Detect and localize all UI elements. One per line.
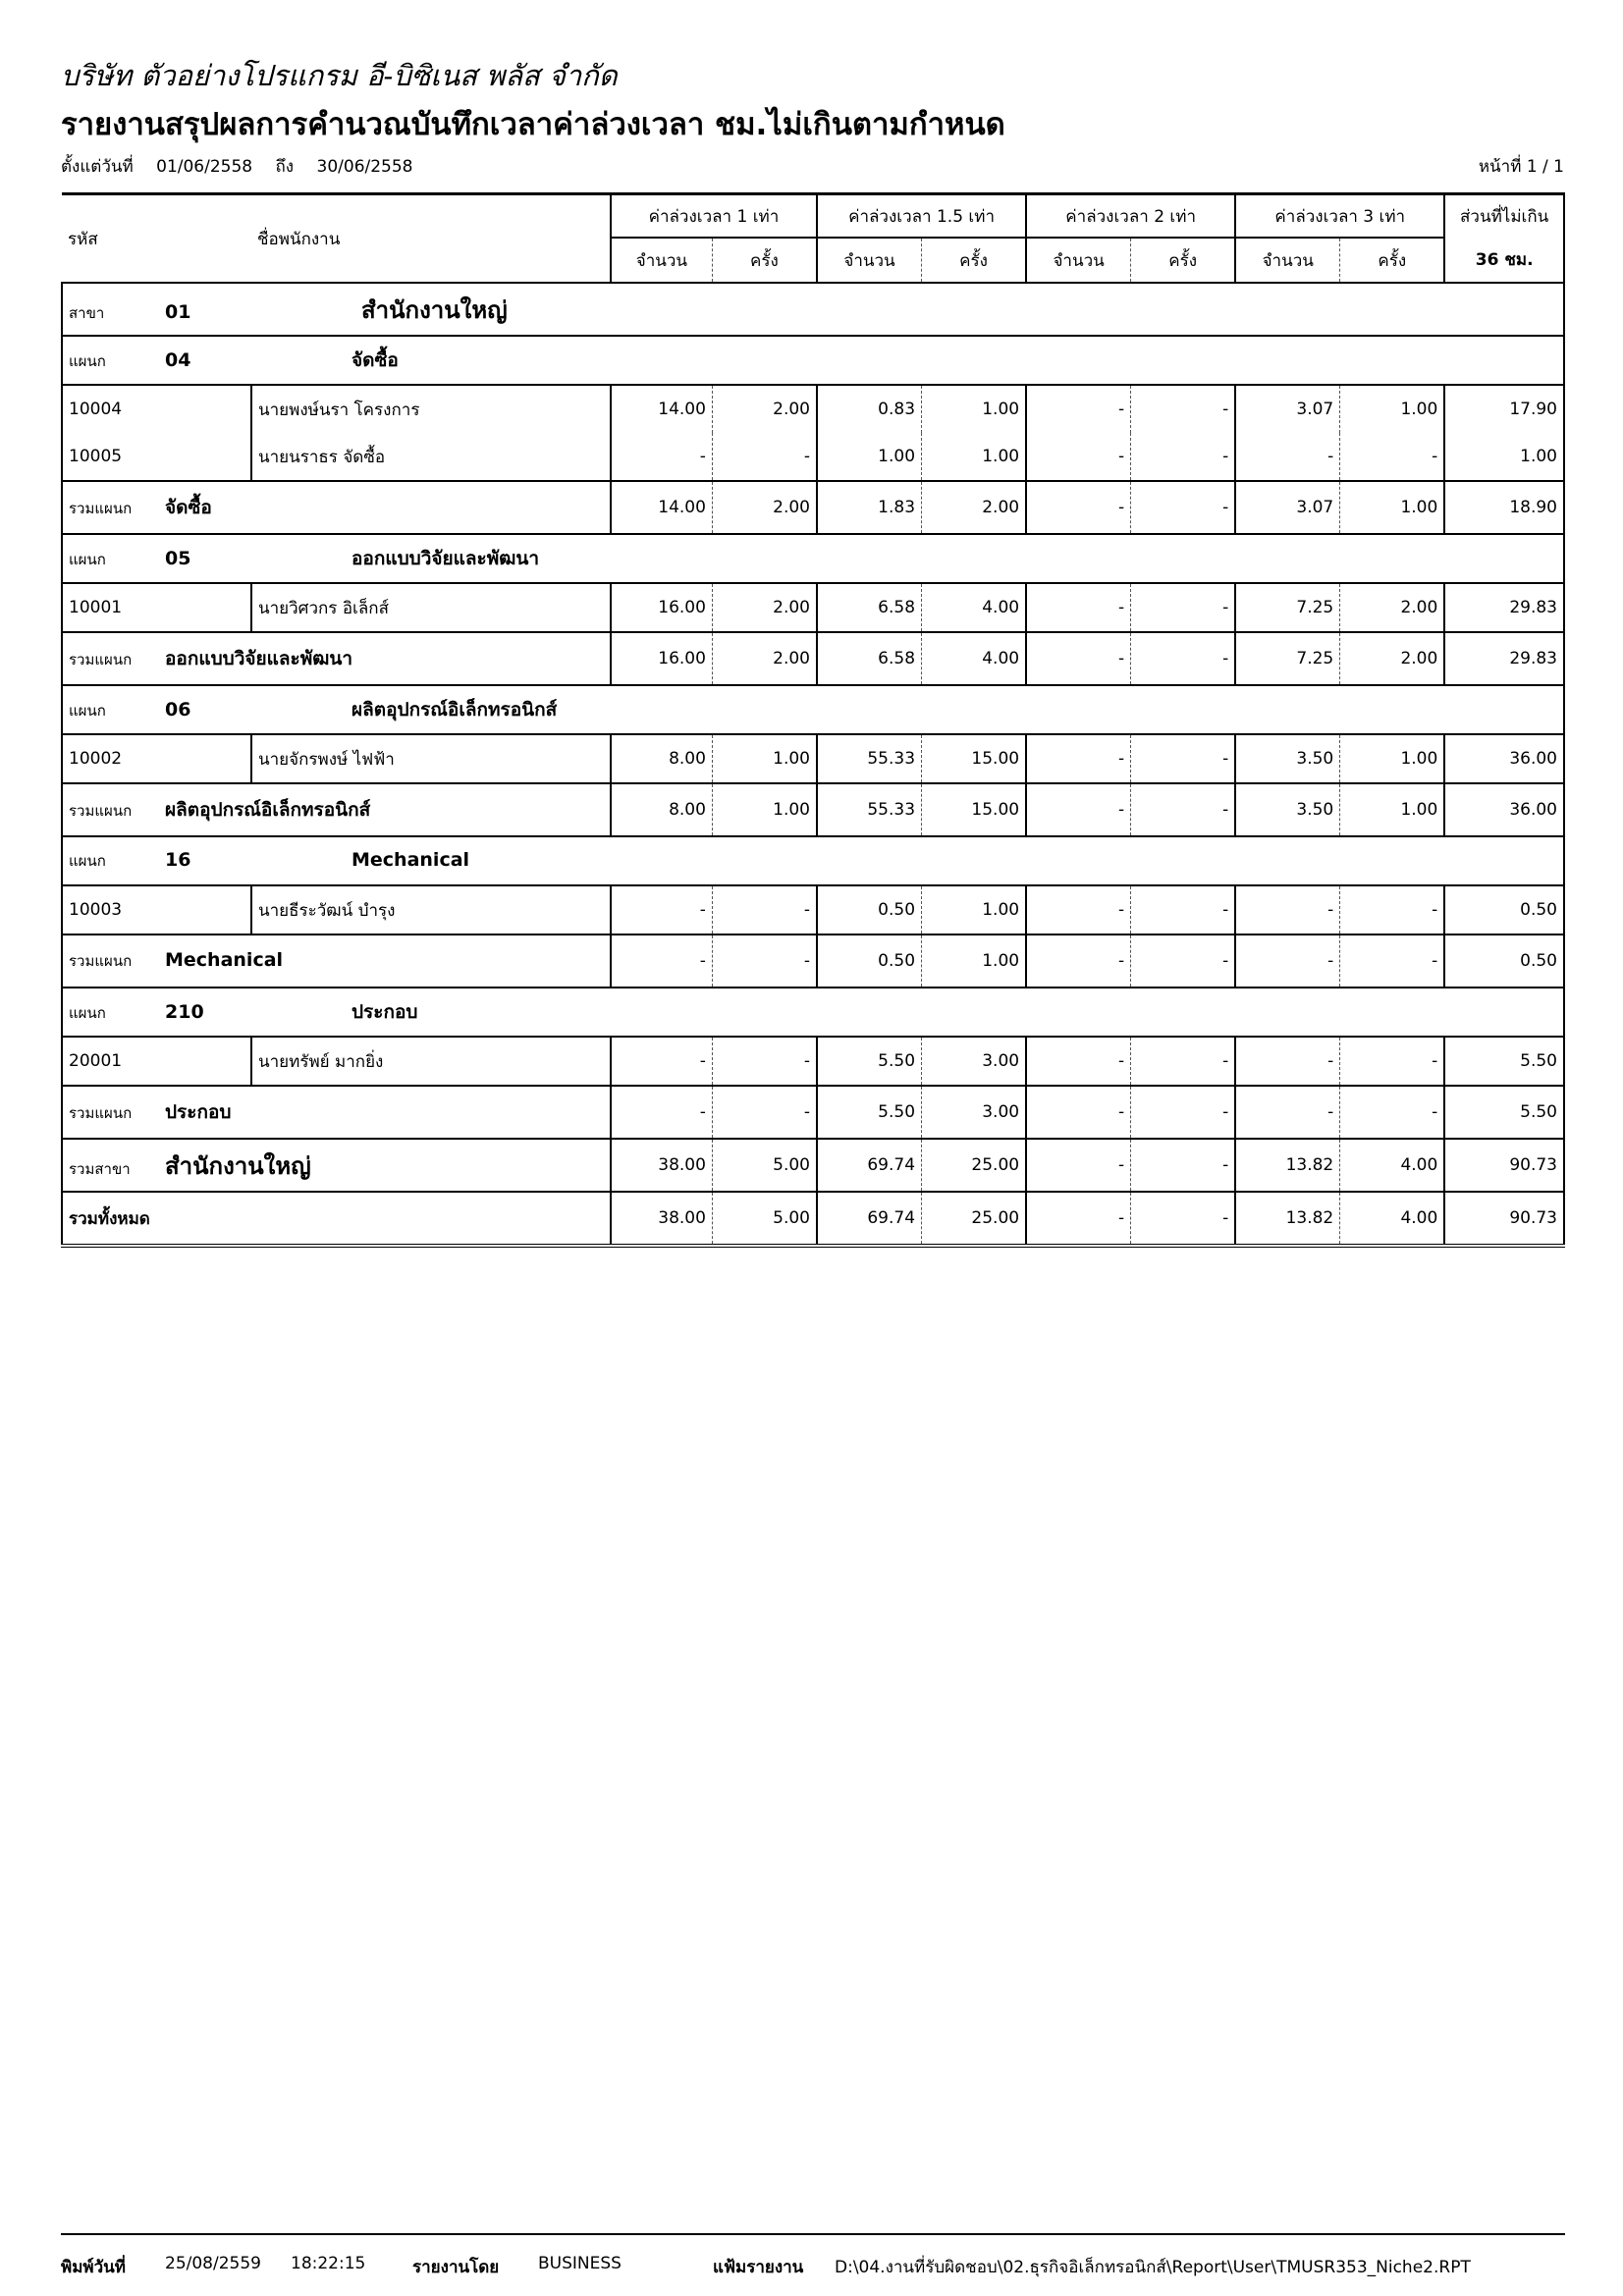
value-cell: - — [1026, 885, 1131, 934]
grand-total-label: รวมทั้งหมด — [69, 1208, 150, 1229]
value-cell: - — [712, 1037, 817, 1086]
value-cell: 16.00 — [611, 583, 713, 632]
dept-header — [62, 836, 1564, 885]
value-cell: 2.00 — [922, 481, 1027, 534]
value-cell: 55.33 — [817, 734, 922, 783]
value-cell: 25.00 — [922, 1192, 1027, 1246]
value-cell: - — [712, 885, 817, 934]
dept-total-name: จัดซื้อ — [165, 497, 212, 518]
page-number: หน้าที่ 1 / 1 — [1478, 157, 1564, 177]
dept-name: จัดซื้อ — [352, 349, 399, 371]
value-cell: - — [712, 1086, 817, 1139]
value-cell: 4.00 — [1340, 1139, 1445, 1192]
dept-header — [62, 685, 1564, 734]
col-header-ot1: ค่าล่วงเวลา 1 เท่า — [611, 194, 817, 239]
value-cell: - — [1340, 1086, 1445, 1139]
value-cell: 0.50 — [817, 885, 922, 934]
value-cell: 69.74 — [817, 1192, 922, 1246]
value-cell: - — [1026, 1139, 1131, 1192]
employee-code: 20001 — [62, 1037, 251, 1086]
value-cell: - — [1340, 433, 1445, 481]
value-cell: 0.50 — [1444, 934, 1564, 988]
value-cell: - — [712, 934, 817, 988]
dept-header-cell — [62, 836, 1564, 885]
value-cell: - — [1235, 885, 1340, 934]
date-to: 30/06/2558 — [316, 157, 413, 177]
value-cell: - — [611, 433, 713, 481]
value-cell: - — [1131, 885, 1236, 934]
dept-total-name: ผลิตอุปกรณ์อิเล็กทรอนิกส์ — [165, 799, 371, 821]
value-cell: 4.00 — [1340, 1192, 1445, 1246]
value-cell: 1.00 — [922, 885, 1027, 934]
date-range — [61, 153, 431, 180]
dept-header-cell — [62, 685, 1564, 734]
dept-total-row — [62, 1086, 1564, 1139]
value-cell: - — [1026, 1037, 1131, 1086]
value-cell: 1.00 — [712, 734, 817, 783]
dept-header — [62, 988, 1564, 1037]
value-cell: 3.07 — [1235, 385, 1340, 433]
value-cell: 36.00 — [1444, 734, 1564, 783]
dept-total-name: ออกแบบวิจัยและพัฒนา — [165, 648, 353, 669]
value-cell: 38.00 — [611, 1139, 713, 1192]
value-cell: 0.83 — [817, 385, 922, 433]
grand-total-label-cell — [62, 1192, 611, 1246]
date-to-label: ถึง — [275, 157, 295, 177]
value-cell: - — [1026, 385, 1131, 433]
value-cell: 1.00 — [817, 433, 922, 481]
value-cell: - — [1131, 934, 1236, 988]
file-path: D:\04.งานที่รับผิดชอบ\02.ธุรกิจอิเล็กทรอนิกส์\Report\User\TMUSR353_Niche2.RPT — [835, 2258, 1471, 2277]
dept-name: ประกอบ — [352, 1001, 418, 1023]
dept-label: แผนก — [69, 1004, 106, 1022]
value-cell: 8.00 — [611, 783, 713, 836]
dept-total-label-cell — [62, 481, 611, 534]
employee-name: นายวิศวกร อิเล็กส์ — [251, 583, 611, 632]
value-cell: - — [1026, 734, 1131, 783]
report-by: BUSINESS — [538, 2254, 622, 2273]
value-cell: 36.00 — [1444, 783, 1564, 836]
value-cell: 14.00 — [611, 385, 713, 433]
print-date-label: พิมพ์วันที่ — [61, 2258, 126, 2277]
value-cell: - — [1131, 481, 1236, 534]
dept-header — [62, 336, 1564, 385]
value-cell: - — [1026, 583, 1131, 632]
value-cell: 38.00 — [611, 1192, 713, 1246]
print-time: 18:22:15 — [291, 2254, 366, 2273]
value-cell: 4.00 — [922, 583, 1027, 632]
value-cell: 1.00 — [1340, 385, 1445, 433]
col-header-amount: จำนวน — [1235, 238, 1340, 283]
value-cell: 3.50 — [1235, 734, 1340, 783]
branch-label: สาขา — [69, 303, 105, 322]
value-cell: 29.83 — [1444, 583, 1564, 632]
value-cell: 3.00 — [922, 1037, 1027, 1086]
value-cell: 1.00 — [1340, 481, 1445, 534]
value-cell: 1.83 — [817, 481, 922, 534]
table-row — [62, 885, 1564, 934]
dept-total-row — [62, 934, 1564, 988]
dept-total-label: รวมแผนก — [69, 500, 133, 517]
branch-code: 01 — [165, 300, 191, 323]
value-cell: 90.73 — [1444, 1139, 1564, 1192]
value-cell: 29.83 — [1444, 632, 1564, 685]
employee-name: นายพงษ์นรา โครงการ — [251, 385, 611, 433]
value-cell: 7.25 — [1235, 583, 1340, 632]
report-title: รายงานสรุปผลการคำนวณบันทึกเวลาค่าล่วงเวลา ชม.ไม่เกินตามกำหนด — [61, 107, 1005, 142]
value-cell: 2.00 — [1340, 583, 1445, 632]
branch-header-cell — [62, 283, 1564, 336]
col-header-times: ครั้ง — [922, 238, 1027, 283]
value-cell: 1.00 — [1340, 734, 1445, 783]
value-cell: - — [1235, 1086, 1340, 1139]
dept-total-row — [62, 481, 1564, 534]
value-cell: - — [1131, 1192, 1236, 1246]
value-cell: 15.00 — [922, 783, 1027, 836]
value-cell: - — [1340, 934, 1445, 988]
company-name: บริษัท ตัวอย่างโปรแกรม อี-บิซิเนส พลัส จำกัด — [61, 59, 618, 92]
value-cell: 3.00 — [922, 1086, 1027, 1139]
dept-total-name: ประกอบ — [165, 1101, 232, 1123]
value-cell: - — [1131, 1139, 1236, 1192]
col-header-name: ชื่อพนักงาน — [251, 194, 611, 284]
dept-total-label-cell — [62, 934, 611, 988]
value-cell: 1.00 — [1340, 783, 1445, 836]
dept-total-label: รวมแผนก — [69, 952, 133, 970]
date-from: 01/06/2558 — [156, 157, 253, 177]
value-cell: - — [1026, 1192, 1131, 1246]
value-cell: 2.00 — [712, 632, 817, 685]
employee-name: นายจักรพงษ์ ไฟฟ้า — [251, 734, 611, 783]
footer-divider — [61, 2233, 1565, 2235]
value-cell: - — [611, 1086, 713, 1139]
col-header-excess-2: 36 ชม. — [1444, 238, 1564, 283]
value-cell: 13.82 — [1235, 1192, 1340, 1246]
value-cell: - — [1026, 481, 1131, 534]
value-cell: 5.00 — [712, 1139, 817, 1192]
value-cell: 8.00 — [611, 734, 713, 783]
dept-total-label: รวมแผนก — [69, 1104, 133, 1122]
employee-name: นายทรัพย์ มากยิ่ง — [251, 1037, 611, 1086]
col-header-ot3: ค่าล่วงเวลา 3 เท่า — [1235, 194, 1444, 239]
report-body — [62, 283, 1564, 1246]
value-cell: 2.00 — [712, 385, 817, 433]
value-cell: 18.90 — [1444, 481, 1564, 534]
employee-code: 10004 — [62, 385, 251, 433]
dept-label: แผนก — [69, 551, 106, 568]
value-cell: 69.74 — [817, 1139, 922, 1192]
value-cell: - — [1131, 783, 1236, 836]
table-row — [62, 734, 1564, 783]
value-cell: - — [1131, 1037, 1236, 1086]
dept-code: 06 — [165, 699, 191, 721]
table-row — [62, 433, 1564, 481]
value-cell: 0.50 — [1444, 885, 1564, 934]
dept-total-label: รวมแผนก — [69, 802, 133, 820]
dept-code: 05 — [165, 548, 191, 569]
value-cell: - — [611, 885, 713, 934]
file-label: แฟ้มรายงาน — [713, 2258, 804, 2277]
value-cell: - — [1026, 433, 1131, 481]
employee-name: นายธีระวัฒน์ บำรุง — [251, 885, 611, 934]
branch-total-name: สำนักงานใหญ่ — [165, 1151, 311, 1180]
value-cell: - — [611, 1037, 713, 1086]
dept-header-cell — [62, 534, 1564, 583]
dept-total-row — [62, 632, 1564, 685]
dept-label: แผนก — [69, 702, 106, 720]
value-cell: - — [1235, 1037, 1340, 1086]
value-cell: - — [1026, 632, 1131, 685]
dept-code: 16 — [165, 849, 191, 871]
value-cell: 15.00 — [922, 734, 1027, 783]
value-cell: - — [1131, 583, 1236, 632]
value-cell: 16.00 — [611, 632, 713, 685]
dept-name: ผลิตอุปกรณ์อิเล็กทรอนิกส์ — [352, 699, 558, 721]
branch-total-label: รวมสาขา — [69, 1159, 131, 1178]
value-cell: 55.33 — [817, 783, 922, 836]
dept-name: ออกแบบวิจัยและพัฒนา — [352, 548, 540, 569]
branch-header — [62, 283, 1564, 336]
dept-header-cell — [62, 336, 1564, 385]
value-cell: - — [1131, 433, 1236, 481]
col-header-code: รหัส — [62, 194, 251, 284]
value-cell: 1.00 — [922, 934, 1027, 988]
value-cell: - — [1026, 1086, 1131, 1139]
col-header-amount: จำนวน — [817, 238, 922, 283]
value-cell: 5.00 — [712, 1192, 817, 1246]
dept-label: แผนก — [69, 852, 106, 870]
employee-code: 10005 — [62, 433, 251, 481]
date-from-label: ตั้งแต่วันที่ — [61, 157, 134, 177]
dept-total-label-cell — [62, 1086, 611, 1139]
dept-total-name: Mechanical — [165, 949, 284, 971]
col-header-amount: จำนวน — [611, 238, 713, 283]
branch-total-label-cell — [62, 1139, 611, 1192]
value-cell: 2.00 — [712, 481, 817, 534]
dept-label: แผนก — [69, 352, 106, 370]
col-header-amount: จำนวน — [1026, 238, 1131, 283]
report-by-label: รายงานโดย — [412, 2258, 500, 2277]
branch-name: สำนักงานใหญ่ — [361, 295, 508, 324]
dept-total-label-cell — [62, 632, 611, 685]
dept-name: Mechanical — [352, 849, 470, 871]
dept-total-row — [62, 783, 1564, 836]
col-header-ot2: ค่าล่วงเวลา 2 เท่า — [1026, 194, 1235, 239]
value-cell: 6.58 — [817, 632, 922, 685]
value-cell: 5.50 — [1444, 1086, 1564, 1139]
value-cell: 7.25 — [1235, 632, 1340, 685]
col-header-times: ครั้ง — [712, 238, 817, 283]
grand-total-row — [62, 1192, 1564, 1246]
col-header-times: ครั้ง — [1340, 238, 1445, 283]
employee-code: 10001 — [62, 583, 251, 632]
dept-code: 04 — [165, 349, 191, 371]
employee-code: 10003 — [62, 885, 251, 934]
value-cell: - — [1340, 885, 1445, 934]
dept-header-cell — [62, 988, 1564, 1037]
value-cell: 90.73 — [1444, 1192, 1564, 1246]
value-cell: - — [1131, 385, 1236, 433]
value-cell: - — [1026, 934, 1131, 988]
dept-total-label: รวมแผนก — [69, 651, 133, 668]
value-cell: 0.50 — [817, 934, 922, 988]
value-cell: 2.00 — [712, 583, 817, 632]
value-cell: - — [1131, 734, 1236, 783]
table-row — [62, 385, 1564, 433]
value-cell: 5.50 — [817, 1037, 922, 1086]
employee-name: นายนราธร จัดซื้อ — [251, 433, 611, 481]
value-cell: - — [1340, 1037, 1445, 1086]
value-cell: 1.00 — [922, 385, 1027, 433]
print-date: 25/08/2559 — [165, 2254, 261, 2273]
dept-code: 210 — [165, 1001, 204, 1023]
branch-total-row — [62, 1139, 1564, 1192]
value-cell: - — [611, 934, 713, 988]
value-cell: - — [1131, 632, 1236, 685]
value-cell: 6.58 — [817, 583, 922, 632]
report-table — [61, 192, 1565, 1248]
col-header-excess-1: ส่วนที่ไม่เกิน — [1444, 194, 1564, 239]
value-cell: - — [1026, 783, 1131, 836]
value-cell: 13.82 — [1235, 1139, 1340, 1192]
value-cell: - — [712, 433, 817, 481]
value-cell: 17.90 — [1444, 385, 1564, 433]
col-header-ot15: ค่าล่วงเวลา 1.5 เท่า — [817, 194, 1026, 239]
value-cell: 25.00 — [922, 1139, 1027, 1192]
table-row — [62, 1037, 1564, 1086]
value-cell: 3.07 — [1235, 481, 1340, 534]
value-cell: - — [1131, 1086, 1236, 1139]
table-row — [62, 583, 1564, 632]
employee-code: 10002 — [62, 734, 251, 783]
value-cell: 2.00 — [1340, 632, 1445, 685]
value-cell: 3.50 — [1235, 783, 1340, 836]
value-cell: 1.00 — [1444, 433, 1564, 481]
value-cell: 14.00 — [611, 481, 713, 534]
value-cell: - — [1235, 934, 1340, 988]
value-cell: 5.50 — [817, 1086, 922, 1139]
value-cell: - — [1235, 433, 1340, 481]
value-cell: 1.00 — [922, 433, 1027, 481]
value-cell: 5.50 — [1444, 1037, 1564, 1086]
dept-header — [62, 534, 1564, 583]
dept-total-label-cell — [62, 783, 611, 836]
col-header-times: ครั้ง — [1131, 238, 1236, 283]
value-cell: 4.00 — [922, 632, 1027, 685]
value-cell: 1.00 — [712, 783, 817, 836]
